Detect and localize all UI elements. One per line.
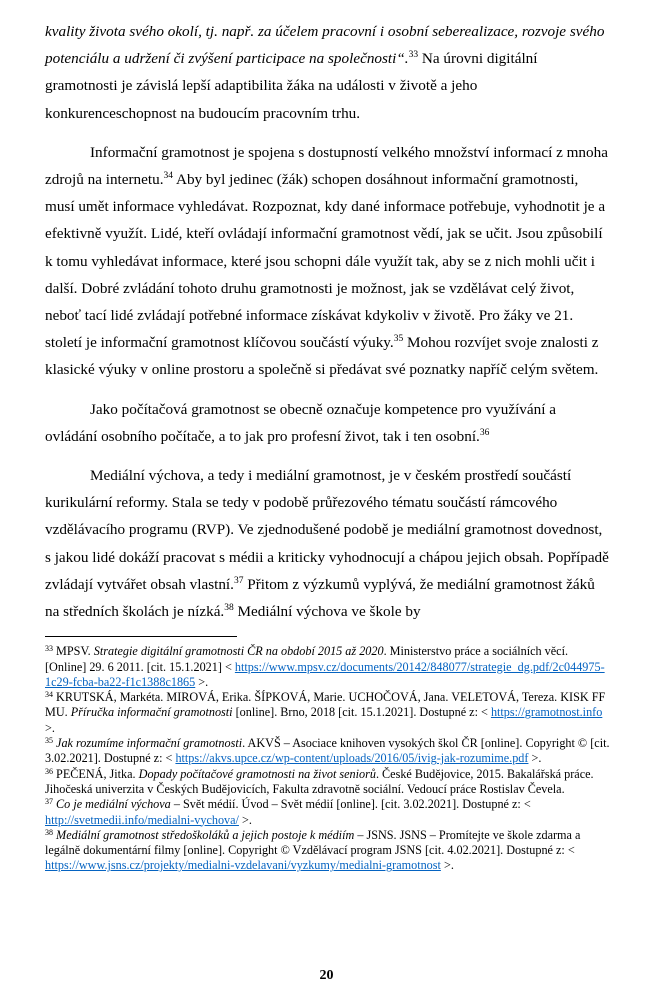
footnote-ref-35[interactable]: 35 [393, 334, 404, 345]
paragraph-4 [45, 462, 611, 625]
footnote-ref-33[interactable]: 33 [408, 50, 419, 61]
paragraph-text: Mediální výchova ve škole by [233, 603, 421, 621]
footnote-37: $^{37}$ Co je mediální výchova – Svět médií. Úvod – Svět médií [online]. [cit. 3.02.2021]. Dostupné z: < http://svetmedii.info/medialni-vychova/ >. [45, 797, 531, 827]
footnote-34: $^{34}$ KRUTSKÁ, Markéta. MIROVÁ, Erika. ŠÍPKOVÁ, Marie. UCHOČOVÁ, Jana. VELETOVÁ, Tereza. KISK FF MU. Příručka informační gramotnosti [online]. Brno, 2018 [cit. 15.1.2021]. Dostupné z: < https://gramotnost.info >. [45, 690, 606, 735]
quote-text: kvality života svého okolí, tj. např. za účelem pracovní i osobní seberealizace, rozvoje svého potenciálu a udržení či zvýšení participace na společnosti“. [45, 23, 605, 68]
footnote-link[interactable]: http://svetmedii.info/medialni-vychova/ [45, 812, 239, 827]
paragraph-text: Přitom z výzkumů vyplývá, že mediální gramotnost žáků na středních školách je nízká. [45, 575, 595, 621]
paragraph-text: Informační gramotnost je spojena s dostupností velkého množství informací z mnoha zdrojů na internetu. [45, 143, 608, 189]
footnote-33: $^{33}$ MPSV. Strategie digitální gramotnosti ČR na období 2015 až 2020. Ministerstvo práce a sociálních věcí. [Online] 29. 6 2011. [cit. 15.1.2021] < https://www.mpsv.cz/documents/20142/848077/strategie_dg.pdf/2c044975-1c29-fcba-ba22-f1c1388c1865 >. [45, 644, 605, 689]
paragraph-text: Jako počítačová gramotnost se obecně označuje kompetence pro využívání a ovládání osobního počítače, a to jak pro profesní život, tak i ten osobní. [45, 400, 556, 445]
paragraph-3 [45, 396, 611, 450]
page-number: 20 [319, 968, 334, 983]
footnote-ref-36[interactable]: 36 [479, 427, 490, 438]
paragraph-2 [45, 139, 611, 384]
footnote-36: $^{36}$ PEČENÁ, Jitka. Dopady počítačové gramotnosti na život seniorů. České Budějovice, 2015. Bakalářská práce. Jihočeská univerzita v Českých Budějovicích, Fakulta zdravotně sociální. Vedoucí práce Rostislav Čevela. [45, 766, 594, 796]
paragraph-text: Aby byl jedinec (žák) schopen dosáhnout informační gramotnosti, musí umět informace vyhledávat. Rozpoznat, kdy dané informace potřebuje, vyhodnotit je a efektivně využít. Lidé, kteří ovládají informační gramotnost vědí, jak se učit. Jsou způsobilí k tomu vyhledávat informace, které jsou schopni dále využít tak, aby se z nich mohli učit i další. Dobré zvládání tohoto druhu gramotnosti je možnost, jak se vzdělávat celý život, neboť tací lidé zvládají potřebné informace získávat kdykoliv v životě. Pro žáky ve 21. století je informační gramotnost klíčovou součástí výuky. [45, 171, 606, 352]
footnote-separator [45, 636, 237, 637]
paragraph-1 [45, 18, 611, 127]
footnote-link[interactable]: https://akvs.upce.cz/wp-content/uploads/2016/05/ivig-jak-rozumime.pdf [175, 751, 529, 766]
footnote-link[interactable]: https://www.mpsv.cz/documents/20142/848077/strategie_dg.pdf/2c044975-1c29-fcba-ba22-f1c1388c1865 [45, 659, 605, 689]
footnote-ref-38[interactable]: 38 [224, 603, 234, 614]
paragraph-text: Mediální výchova, a tedy i mediální gramotnost, je v českém prostředí součástí kurikulární reformy. Stala se tedy v podobě průřezového tématu součástí rámcového vzdělávacího programu (RVP). Ve zjednodušené podobě je mediální gramotnost dovednost, s jakou lidé dokáží pracovat s médii a kriticky vyhodnocují a chápou jejich obsah. Popřípadě zvládají vytvářet obsah vlastní. [45, 467, 609, 593]
footnote-link[interactable]: https://gramotnost.info [490, 705, 603, 720]
footnote-35: $^{35}$ Jak rozumíme informační gramotnosti. AKVŠ – Asociace knihoven vysokých škol ČR [online]. Copyright © [cit. 3.02.2021]. Dostupné z: < https://akvs.upce.cz/wp-content/uploads/2016/05/ivig-jak-rozumime.pdf >. [45, 736, 610, 766]
paragraph-text: Na úrovni digitální gramotnosti je závislá lepší adaptibilita žáka na události v životě a jeho konkurenceschopnost na budoucím pracovním trhu. [45, 50, 538, 122]
footnote-ref-37[interactable]: 37 [233, 575, 244, 586]
footnotes [45, 644, 611, 873]
paragraph-text: Mohou rozvíjet svoje znalosti z klasické výuky v online prostoru a společně si předávat své poznatky napříč celým světem. [45, 334, 599, 379]
document-page [45, 18, 611, 874]
footnote-38: $^{38}$ Mediální gramotnost středoškoláků a jejich postoje k médiím – JSNS. JSNS – Promítejte ve škole zdarma a legálně dokumentární filmy [online]. Copyright © Vzdělávací program JSNS [cit. 4.02.2021]. Dostupné z: < https://www.jsns.cz/projekty/medialni-vzdelavani/vyzkumy/medialni-gramotnost >. [45, 827, 581, 873]
footnote-ref-34[interactable]: 34 [163, 171, 174, 182]
body-text [45, 18, 611, 625]
footnote-link[interactable]: https://www.jsns.cz/projekty/medialni-vzdelavani/vyzkumy/medialni-gramotnost [45, 858, 441, 873]
